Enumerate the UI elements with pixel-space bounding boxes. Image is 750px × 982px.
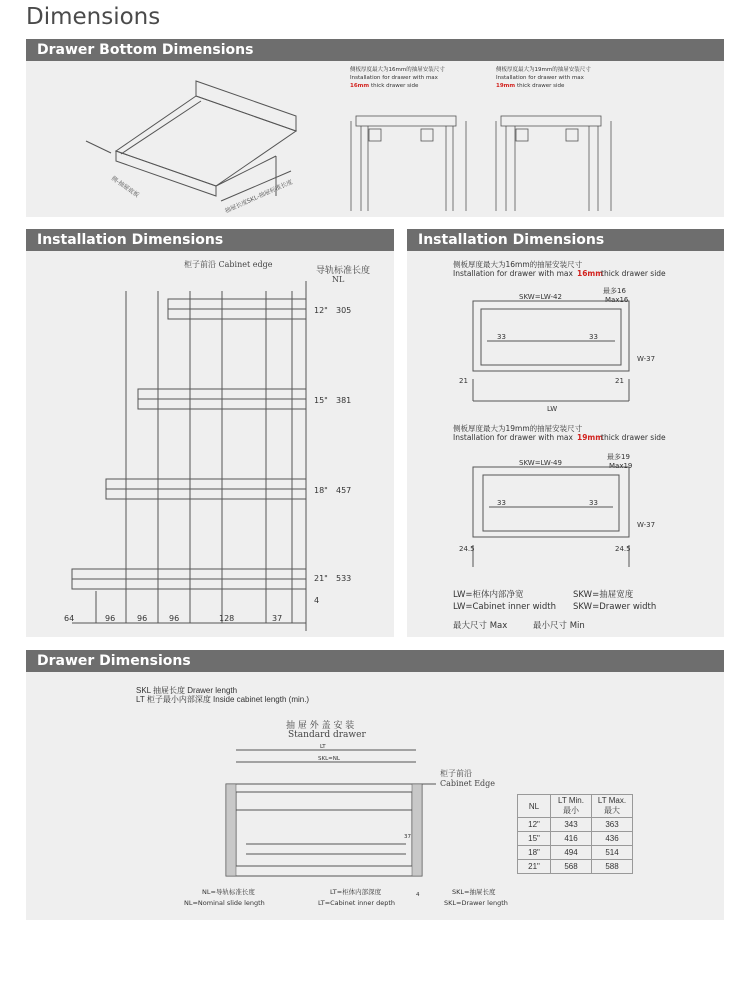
note19-en: Installation for drawer with max — [496, 75, 584, 81]
nl-sub: NL — [332, 275, 345, 284]
dim-128: 128 — [219, 614, 235, 623]
inst19-en: Installation for drawer with max — [453, 433, 573, 442]
bottom-panel — [26, 39, 724, 217]
drawer-panel — [26, 650, 724, 920]
cab-edge-en: Cabinet Edge — [440, 779, 496, 788]
lt-dim: LT — [320, 744, 326, 750]
max19-en: Max19 — [609, 462, 633, 470]
std-en: Standard drawer — [288, 730, 366, 740]
slide-15-inch: 15" — [314, 396, 328, 405]
foot-nl-en: NL=Nominal slide length — [184, 899, 265, 907]
slide-12-mm: 305 — [336, 306, 352, 315]
iso-label-2: 抽屉长度SKL-抽屉标准长度 — [223, 178, 294, 215]
slide-21-inch: 21" — [314, 574, 328, 583]
inst19-cn: 侧板厚度最大为19mm的抽屉安装尺寸 — [453, 424, 583, 433]
foot-skl-en: SKL=Drawer length — [444, 899, 508, 907]
inst16-en: Installation for drawer with max — [453, 269, 573, 278]
foot-nl-cn: NL=导轨标准长度 — [202, 888, 255, 896]
min16: W-37 — [637, 355, 656, 363]
min19: W-37 — [637, 521, 656, 529]
install-left-title: Installation Dimensions — [26, 229, 394, 251]
mid19-r: 33 — [589, 499, 598, 507]
dim4: 4 — [416, 892, 420, 898]
side19-r: 24.5 — [615, 545, 631, 553]
mid16-l: 33 — [497, 333, 506, 341]
note16-hl: 16mm — [350, 83, 370, 89]
dim37: 37 — [404, 834, 411, 840]
install-right-title: Installation Dimensions — [407, 229, 724, 251]
dim-4: 4 — [314, 596, 320, 605]
legend-min: 最小尺寸 Min — [533, 621, 585, 631]
inst16-en2: thick drawer side — [601, 269, 666, 278]
dim-96-c: 96 — [169, 614, 180, 623]
side16-l: 21 — [459, 377, 468, 385]
legend-lw-cn: LW=柜体内部净宽 — [453, 590, 524, 600]
skw19: SKW=LW-49 — [519, 459, 562, 467]
mid19-l: 33 — [497, 499, 506, 507]
lw16: LW — [547, 405, 558, 413]
legend-skw-cn: SKW=抽屉宽度 — [573, 590, 634, 600]
max16-cn: 最多16 — [603, 287, 626, 295]
foot-lt-cn: LT=柜体内部深度 — [330, 888, 382, 896]
note19-en2: thick drawer side — [517, 83, 565, 89]
install-right-panel — [407, 229, 724, 637]
note16-en: Installation for drawer with max — [350, 75, 438, 81]
skw16: SKW=LW-42 — [519, 293, 562, 301]
col-lt-max: LT Max. 最大 — [592, 795, 633, 818]
install-left-panel — [26, 229, 394, 637]
inst16-hl: 16mm — [577, 269, 604, 278]
slide-15-mm: 381 — [336, 396, 352, 405]
mid16-r: 33 — [589, 333, 598, 341]
legend-skw-en: SKW=Drawer width — [573, 602, 657, 612]
side16-r: 21 — [615, 377, 624, 385]
cab-edge-cn: 柜子前沿 — [440, 769, 472, 778]
dim-37: 37 — [272, 614, 283, 623]
note19-cn: 侧板厚度最大为19mm的抽屉安装尺寸 — [496, 67, 591, 73]
max16-en: Max16 — [605, 296, 629, 304]
slide-drawing — [26, 251, 394, 637]
table-row: 21" 568 588 — [518, 860, 633, 874]
cabinet-edge-label: 柜子前沿 Cabinet edge — [184, 260, 273, 269]
table-row: 15" 416 436 — [518, 832, 633, 846]
lt-line: LT 柜子最小内部深度 Inside cabinet length (min.) — [136, 695, 310, 704]
foot-lt-en: LT=Cabinet inner depth — [318, 899, 396, 907]
skl-line: SKL 抽屉长度 Drawer length — [136, 686, 238, 695]
std-cn: 抽 屉 外 盖 安 装 — [286, 721, 355, 731]
install-sections-drawing — [407, 251, 724, 637]
slide-12-inch: 12" — [314, 306, 328, 315]
iso-label-1: 侧-抽屉底板 — [109, 174, 141, 200]
inst19-hl: 19mm — [577, 433, 604, 442]
slide-18-inch: 18" — [314, 486, 328, 495]
max19-cn: 最多19 — [607, 453, 630, 461]
sklnl-dim: SKL=NL — [318, 756, 340, 762]
drawer-iso-drawing — [26, 61, 724, 217]
legend-max: 最大尺寸 Max — [453, 621, 508, 631]
legend-lw-en: LW=Cabinet inner width — [453, 602, 557, 612]
drawer-title: Drawer Dimensions — [26, 650, 724, 672]
page-title: Dimensions — [26, 4, 161, 30]
col-lt-min: LT Min. 最小 — [551, 795, 592, 818]
lt-table — [517, 794, 633, 874]
inst16-cn: 侧板厚度最大为16mm的抽屉安装尺寸 — [453, 260, 583, 269]
dim-96-a: 96 — [105, 614, 116, 623]
nl-header: 导轨标准长度 — [316, 265, 371, 275]
note16-cn: 侧板厚度最大为16mm的抽屉安装尺寸 — [350, 67, 445, 73]
dim-64: 64 — [64, 614, 75, 623]
note19-hl: 19mm — [496, 83, 516, 89]
inst19-en2: thick drawer side — [601, 433, 666, 442]
table-row: 18" 494 514 — [518, 846, 633, 860]
slide-18-mm: 457 — [336, 486, 352, 495]
table-row: 12" 343 363 — [518, 818, 633, 832]
dim-96-b: 96 — [137, 614, 148, 623]
slide-21-mm: 533 — [336, 574, 352, 583]
col-nl: NL — [518, 795, 551, 818]
side19-l: 24.5 — [459, 545, 475, 553]
note16-en2: thick drawer side — [371, 83, 419, 89]
bottom-title: Drawer Bottom Dimensions — [26, 39, 724, 61]
foot-skl-cn: SKL=抽屉长度 — [452, 888, 496, 896]
